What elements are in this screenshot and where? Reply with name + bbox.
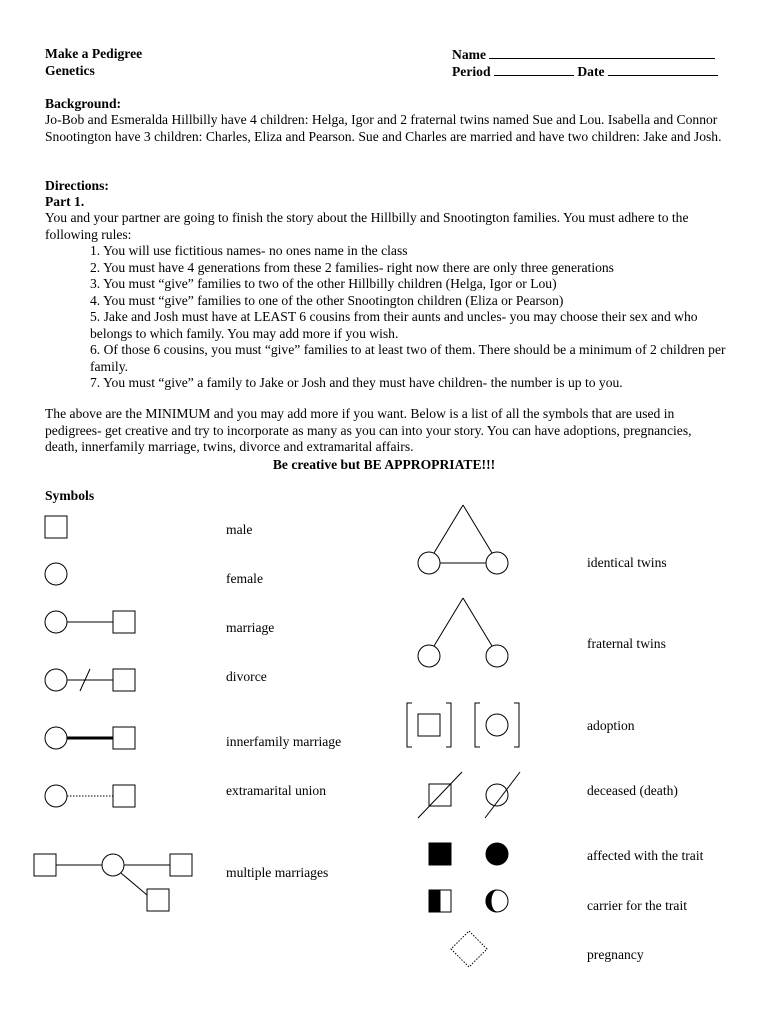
pregnancy-symbol: [451, 931, 487, 967]
divorce-symbol: [45, 669, 135, 691]
rule-item: 2. You must have 4 generations from these 2 families- right now there are only three generations: [90, 260, 614, 275]
marriage-symbol: [45, 611, 135, 633]
background-heading: Background:: [45, 96, 122, 111]
multiple-marriages-symbol: [34, 854, 192, 911]
period-label: Period: [452, 64, 491, 79]
symbol-label-divorce: divorce: [226, 669, 267, 684]
directions-intro: You and your partner are going to finish the story about the Hillbilly and Snootington families. You must adhere to the following rules:: [45, 210, 689, 242]
symbols-heading: Symbols: [45, 488, 95, 503]
rule-item: 4. You must “give” families to one of the other Snootington children (Eliza or Pearson): [90, 293, 564, 308]
symbol-label-affected: affected with the trait: [587, 848, 704, 863]
date-label: Date: [577, 64, 605, 79]
innerfamily-marriage-symbol: [45, 727, 135, 749]
extramarital-union-symbol: [45, 785, 135, 807]
rule-item: 7. You must “give” a family to Jake or Josh and they must have children- the number is up to you.: [90, 375, 623, 390]
deceased-symbol: [418, 772, 520, 818]
rule-item: 6. Of those 6 cousins, you must “give” families to at least two of them. There should be a minimum of 2 children per family.: [90, 342, 726, 374]
symbol-label-male: male: [226, 522, 253, 537]
rule-item: 3. You must “give” families to two of the other Hillbilly children (Helga, Igor or Lou): [90, 276, 557, 291]
male-symbol: [45, 516, 67, 538]
symbol-label-extramarital-union: extramarital union: [226, 783, 327, 798]
affected-symbol: [429, 843, 508, 865]
identical-twins-symbol: [418, 505, 508, 574]
name-label: Name: [452, 47, 486, 62]
symbol-label-marriage: marriage: [226, 620, 275, 635]
directions-heading: Directions:: [45, 178, 109, 193]
female-symbol: [45, 563, 67, 585]
symbol-label-innerfamily-marriage: innerfamily marriage: [226, 734, 342, 749]
symbol-label-carrier: carrier for the trait: [587, 898, 688, 913]
symbol-label-adoption: adoption: [587, 718, 635, 733]
rule-item: 1. You will use fictitious names- no ones name in the class: [90, 243, 408, 258]
carrier-symbol: [429, 890, 508, 912]
appropriate-note: Be creative but BE APPROPRIATE!!!: [272, 457, 496, 472]
symbol-label-fraternal-twins: fraternal twins: [587, 636, 666, 651]
symbol-label-female: female: [226, 571, 263, 586]
symbol-label-pregnancy: pregnancy: [587, 947, 644, 962]
minimum-text: The above are the MINIMUM and you may add more if you want. Below is a list of all the symbols that are used in pedigrees- get creative and try to incorporate as many as you can into your story. You can have adoptions, pregnancies, death, innerfamily marriage, twins, divorce and extramarital affairs.: [45, 406, 692, 454]
background-text: Jo-Bob and Esmeralda Hillbilly have 4 children: Helga, Igor and 2 fraternal twins named Sue and Lou. Isabella and Connor Snootington have 3 children: Charles, Eliza and Pearson. Sue and Charles are married and have two children: Jake and Josh.: [45, 112, 722, 144]
part-heading: Part 1.: [45, 194, 85, 209]
worksheet-title: Make a Pedigree: [45, 46, 143, 61]
symbol-label-deceased: deceased (death): [587, 783, 678, 798]
worksheet-subject: Genetics: [45, 63, 95, 78]
symbol-label-multiple-marriages: multiple marriages: [226, 865, 329, 880]
adoption-symbol: [407, 703, 519, 747]
rule-item: 5. Jake and Josh must have at LEAST 6 cousins from their aunts and uncles- you may choose their sex and who belongs to which family. You may add more if you wish.: [90, 309, 698, 341]
fraternal-twins-symbol: [418, 598, 508, 667]
symbol-label-identical-twins: identical twins: [587, 555, 667, 570]
